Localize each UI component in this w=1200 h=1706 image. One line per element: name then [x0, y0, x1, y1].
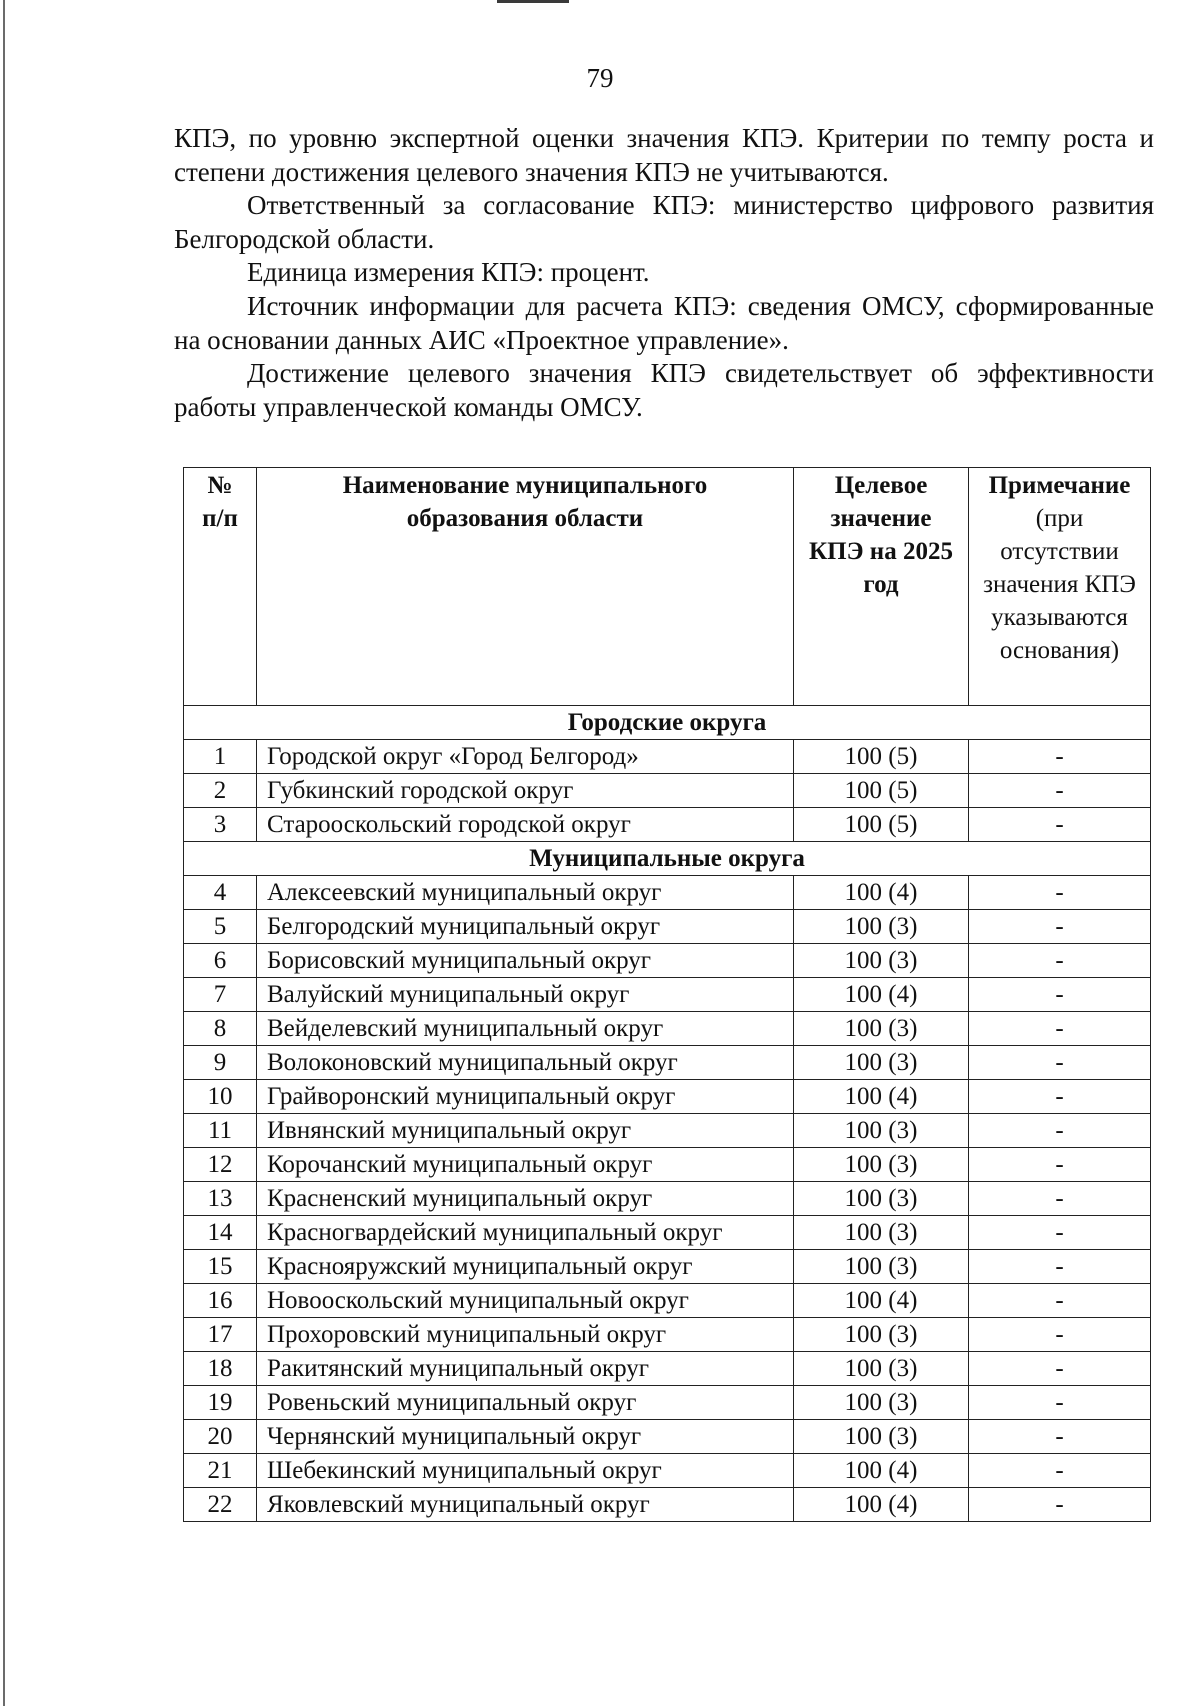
paragraph-source: Источник информации для расчета КПЭ: сведения ОМСУ, сформированные на основании данных АИС «Проектное управление».	[174, 290, 1154, 355]
target-value: 100 (4)	[794, 1284, 969, 1318]
table-row	[184, 1420, 1151, 1454]
section-title: Муниципальные округа	[184, 842, 1151, 876]
row-number: 19	[184, 1386, 257, 1420]
table-row	[184, 774, 1151, 808]
table-row	[184, 1352, 1151, 1386]
header-num: № п/п	[184, 468, 257, 706]
note-cell: -	[969, 1012, 1151, 1046]
table-row	[184, 1080, 1151, 1114]
note-cell: -	[969, 944, 1151, 978]
note-cell: -	[969, 774, 1151, 808]
note-cell: -	[969, 910, 1151, 944]
kpe-table	[183, 467, 1151, 1522]
note-cell: -	[969, 1080, 1151, 1114]
target-value: 100 (3)	[794, 1114, 969, 1148]
target-value: 100 (5)	[794, 808, 969, 842]
note-cell: -	[969, 1454, 1151, 1488]
municipality-name: Старооскольский городской округ	[257, 808, 794, 842]
table-row	[184, 1318, 1151, 1352]
header-note-text: (при отсутствии значения КПЭ указываются основания)	[983, 505, 1136, 664]
header-note	[969, 468, 1151, 706]
row-number: 4	[184, 876, 257, 910]
municipality-name: Волоконовский муниципальный округ	[257, 1046, 794, 1080]
table-row	[184, 978, 1151, 1012]
table-row	[184, 808, 1151, 842]
municipality-name: Вейделевский муниципальный округ	[257, 1012, 794, 1046]
table-row	[184, 1488, 1151, 1522]
table-row	[184, 1454, 1151, 1488]
target-value: 100 (3)	[794, 1352, 969, 1386]
target-value: 100 (3)	[794, 1182, 969, 1216]
target-value: 100 (3)	[794, 1420, 969, 1454]
note-cell: -	[969, 1420, 1151, 1454]
top-edge-mark	[497, 0, 569, 3]
municipality-name: Ровеньский муниципальный округ	[257, 1386, 794, 1420]
body-text	[174, 122, 1154, 424]
row-number: 5	[184, 910, 257, 944]
target-value: 100 (3)	[794, 910, 969, 944]
target-value: 100 (3)	[794, 1216, 969, 1250]
note-cell: -	[969, 740, 1151, 774]
municipality-name: Губкинский городской округ	[257, 774, 794, 808]
target-value: 100 (3)	[794, 1386, 969, 1420]
section-title: Городские округа	[184, 706, 1151, 740]
municipality-name: Валуйский муниципальный округ	[257, 978, 794, 1012]
table-row	[184, 1148, 1151, 1182]
municipality-name: Красненский муниципальный округ	[257, 1182, 794, 1216]
row-number: 9	[184, 1046, 257, 1080]
table-row	[184, 944, 1151, 978]
municipality-name: Алексеевский муниципальный округ	[257, 876, 794, 910]
table-row	[184, 1182, 1151, 1216]
header-value: Целевое значение КПЭ на 2025 год	[794, 468, 969, 706]
note-cell: -	[969, 1216, 1151, 1250]
section-row	[184, 842, 1151, 876]
row-number: 22	[184, 1488, 257, 1522]
municipality-name: Корочанский муниципальный округ	[257, 1148, 794, 1182]
municipality-name: Белгородский муниципальный округ	[257, 910, 794, 944]
target-value: 100 (3)	[794, 1148, 969, 1182]
table-row	[184, 1012, 1151, 1046]
note-cell: -	[969, 978, 1151, 1012]
note-cell: -	[969, 1046, 1151, 1080]
target-value: 100 (3)	[794, 944, 969, 978]
row-number: 10	[184, 1080, 257, 1114]
target-value: 100 (4)	[794, 1080, 969, 1114]
note-cell: -	[969, 808, 1151, 842]
table-row	[184, 1114, 1151, 1148]
page-number: 79	[586, 63, 614, 93]
row-number: 15	[184, 1250, 257, 1284]
note-cell: -	[969, 1318, 1151, 1352]
target-value: 100 (5)	[794, 740, 969, 774]
municipality-name: Городской округ «Город Белгород»	[257, 740, 794, 774]
header-note-title: Примечание	[988, 472, 1131, 499]
table-row	[184, 1216, 1151, 1250]
note-cell: -	[969, 1284, 1151, 1318]
table-header-row	[184, 468, 1151, 706]
municipality-name: Грайворонский муниципальный округ	[257, 1080, 794, 1114]
municipality-name: Прохоровский муниципальный округ	[257, 1318, 794, 1352]
municipality-name: Борисовский муниципальный округ	[257, 944, 794, 978]
row-number: 13	[184, 1182, 257, 1216]
row-number: 3	[184, 808, 257, 842]
table-row	[184, 740, 1151, 774]
note-cell: -	[969, 1352, 1151, 1386]
note-cell: -	[969, 1386, 1151, 1420]
paragraph-unit: Единица измерения КПЭ: процент.	[247, 257, 650, 288]
table-body	[184, 706, 1151, 1522]
table-row	[184, 1386, 1151, 1420]
header-name: Наименование муниципального образования области	[257, 468, 794, 706]
note-cell: -	[969, 1182, 1151, 1216]
row-number: 14	[184, 1216, 257, 1250]
municipality-name: Ракитянский муниципальный округ	[257, 1352, 794, 1386]
section-row	[184, 706, 1151, 740]
target-value: 100 (4)	[794, 876, 969, 910]
row-number: 1	[184, 740, 257, 774]
table-row	[184, 1250, 1151, 1284]
row-number: 7	[184, 978, 257, 1012]
table-row	[184, 910, 1151, 944]
table-row	[184, 876, 1151, 910]
target-value: 100 (3)	[794, 1012, 969, 1046]
row-number: 16	[184, 1284, 257, 1318]
paragraph-achievement: Достижение целевого значения КПЭ свидетельствует об эффективности работы управленческой команды ОМСУ.	[174, 358, 1154, 422]
row-number: 17	[184, 1318, 257, 1352]
target-value: 100 (3)	[794, 1318, 969, 1352]
row-number: 6	[184, 944, 257, 978]
row-number: 21	[184, 1454, 257, 1488]
row-number: 12	[184, 1148, 257, 1182]
municipality-name: Красногвардейский муниципальный округ	[257, 1216, 794, 1250]
target-value: 100 (5)	[794, 774, 969, 808]
row-number: 2	[184, 774, 257, 808]
municipality-name: Шебекинский муниципальный округ	[257, 1454, 794, 1488]
table-row	[184, 1284, 1151, 1318]
row-number: 20	[184, 1420, 257, 1454]
paragraph-responsible: Ответственный за согласование КПЭ: министерство цифрового развития Белгородской области.	[174, 190, 1154, 254]
municipality-name: Новооскольский муниципальный округ	[257, 1284, 794, 1318]
municipality-name: Краснояружский муниципальный округ	[257, 1250, 794, 1284]
note-cell: -	[969, 876, 1151, 910]
municipality-name: Чернянский муниципальный округ	[257, 1420, 794, 1454]
row-number: 18	[184, 1352, 257, 1386]
municipality-name: Яковлевский муниципальный округ	[257, 1488, 794, 1522]
table-row	[184, 1046, 1151, 1080]
row-number: 8	[184, 1012, 257, 1046]
note-cell: -	[969, 1114, 1151, 1148]
target-value: 100 (4)	[794, 978, 969, 1012]
target-value: 100 (4)	[794, 1454, 969, 1488]
note-cell: -	[969, 1148, 1151, 1182]
target-value: 100 (3)	[794, 1046, 969, 1080]
note-cell: -	[969, 1250, 1151, 1284]
row-number: 11	[184, 1114, 257, 1148]
target-value: 100 (3)	[794, 1250, 969, 1284]
target-value: 100 (4)	[794, 1488, 969, 1522]
scan-edge-line	[3, 0, 5, 1706]
paragraph-criteria: КПЭ, по уровню экспертной оценки значения КПЭ. Критерии по темпу роста и степени достижения целевого значения КПЭ не учитываются.	[174, 123, 1154, 187]
note-cell: -	[969, 1488, 1151, 1522]
municipality-name: Ивнянский муниципальный округ	[257, 1114, 794, 1148]
